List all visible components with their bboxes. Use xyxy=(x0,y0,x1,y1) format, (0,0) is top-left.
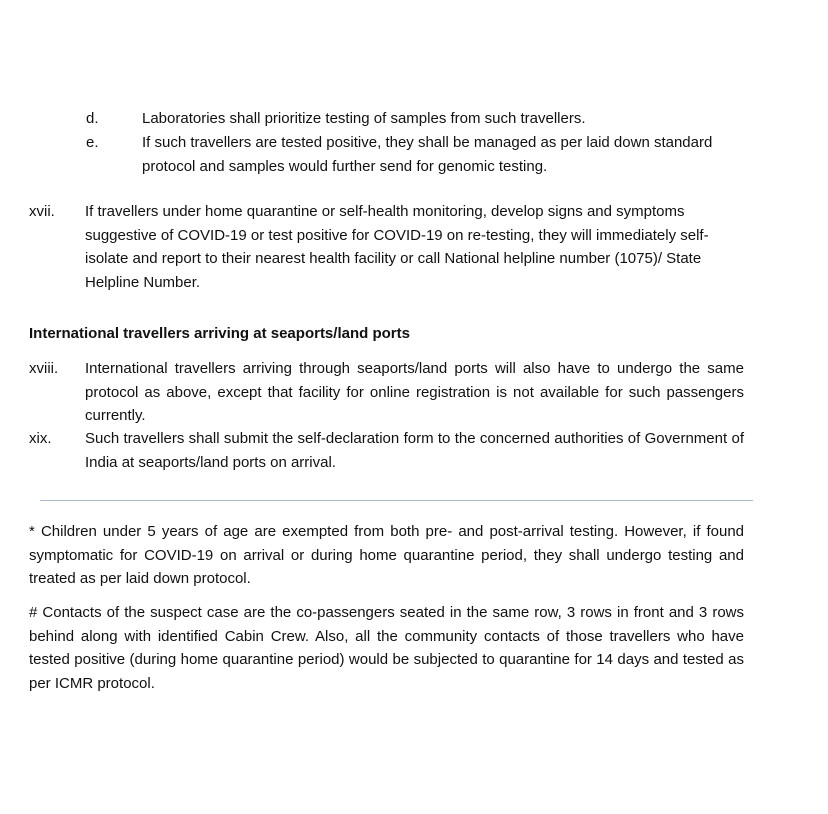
item-xvii xyxy=(29,200,744,294)
sub-item-e xyxy=(86,131,746,178)
item-xviii-text: International travellers arriving through seaports/land ports will also have to undergo the same protocol as above, except that facility for online registration is not available for such passengers currently. xyxy=(85,360,744,424)
item-xviii-label: xviii. xyxy=(29,360,59,377)
item-xix-label: xix. xyxy=(29,430,52,447)
item-xix-text: Such travellers shall submit the self-declaration form to the concerned authorities of Government of India at seaports/land ports on arrival. xyxy=(85,430,744,471)
footnote-contacts: # Contacts of the suspect case are the co-passengers seated in the same row, 3 rows in front and 3 rows behind along with identified Cabin Crew. Also, all the community contacts of those travellers who have tested positive (during home quarantine period) would be subjected to quarantine for 14 days and tested as per ICMR protocol. xyxy=(29,604,744,692)
item-xviii xyxy=(29,357,744,428)
footnote-children: * Children under 5 years of age are exempted from both pre- and post-arrival testing. However, if found symptomatic for COVID-19 on arrival or during home quarantine period, they shall undergo testing and treated as per laid down protocol. xyxy=(29,523,744,587)
item-xvii-label: xvii. xyxy=(29,203,55,220)
sub-item-e-text: If such travellers are tested positive, they shall be managed as per laid down standard protocol and samples would further send for genomic testing. xyxy=(142,134,713,175)
item-xvii-text: If travellers under home quarantine or self-health monitoring, develop signs and symptoms suggestive of COVID-19 or test positive for COVID-19 on re-testing, they will immediately self-isolate and report to their nearest health facility or call National helpline number (1075)/ State Helpline Number. xyxy=(85,203,709,291)
sub-item-d-label: d. xyxy=(86,110,99,127)
sub-item-d-text: Laboratories shall prioritize testing of samples from such travellers. xyxy=(142,110,586,127)
section-heading: International travellers arriving at seaports/land ports xyxy=(29,325,410,342)
footnote-divider xyxy=(40,500,753,501)
item-xix xyxy=(29,427,744,474)
sub-item-d xyxy=(86,107,746,131)
sub-item-e-label: e. xyxy=(86,134,99,151)
